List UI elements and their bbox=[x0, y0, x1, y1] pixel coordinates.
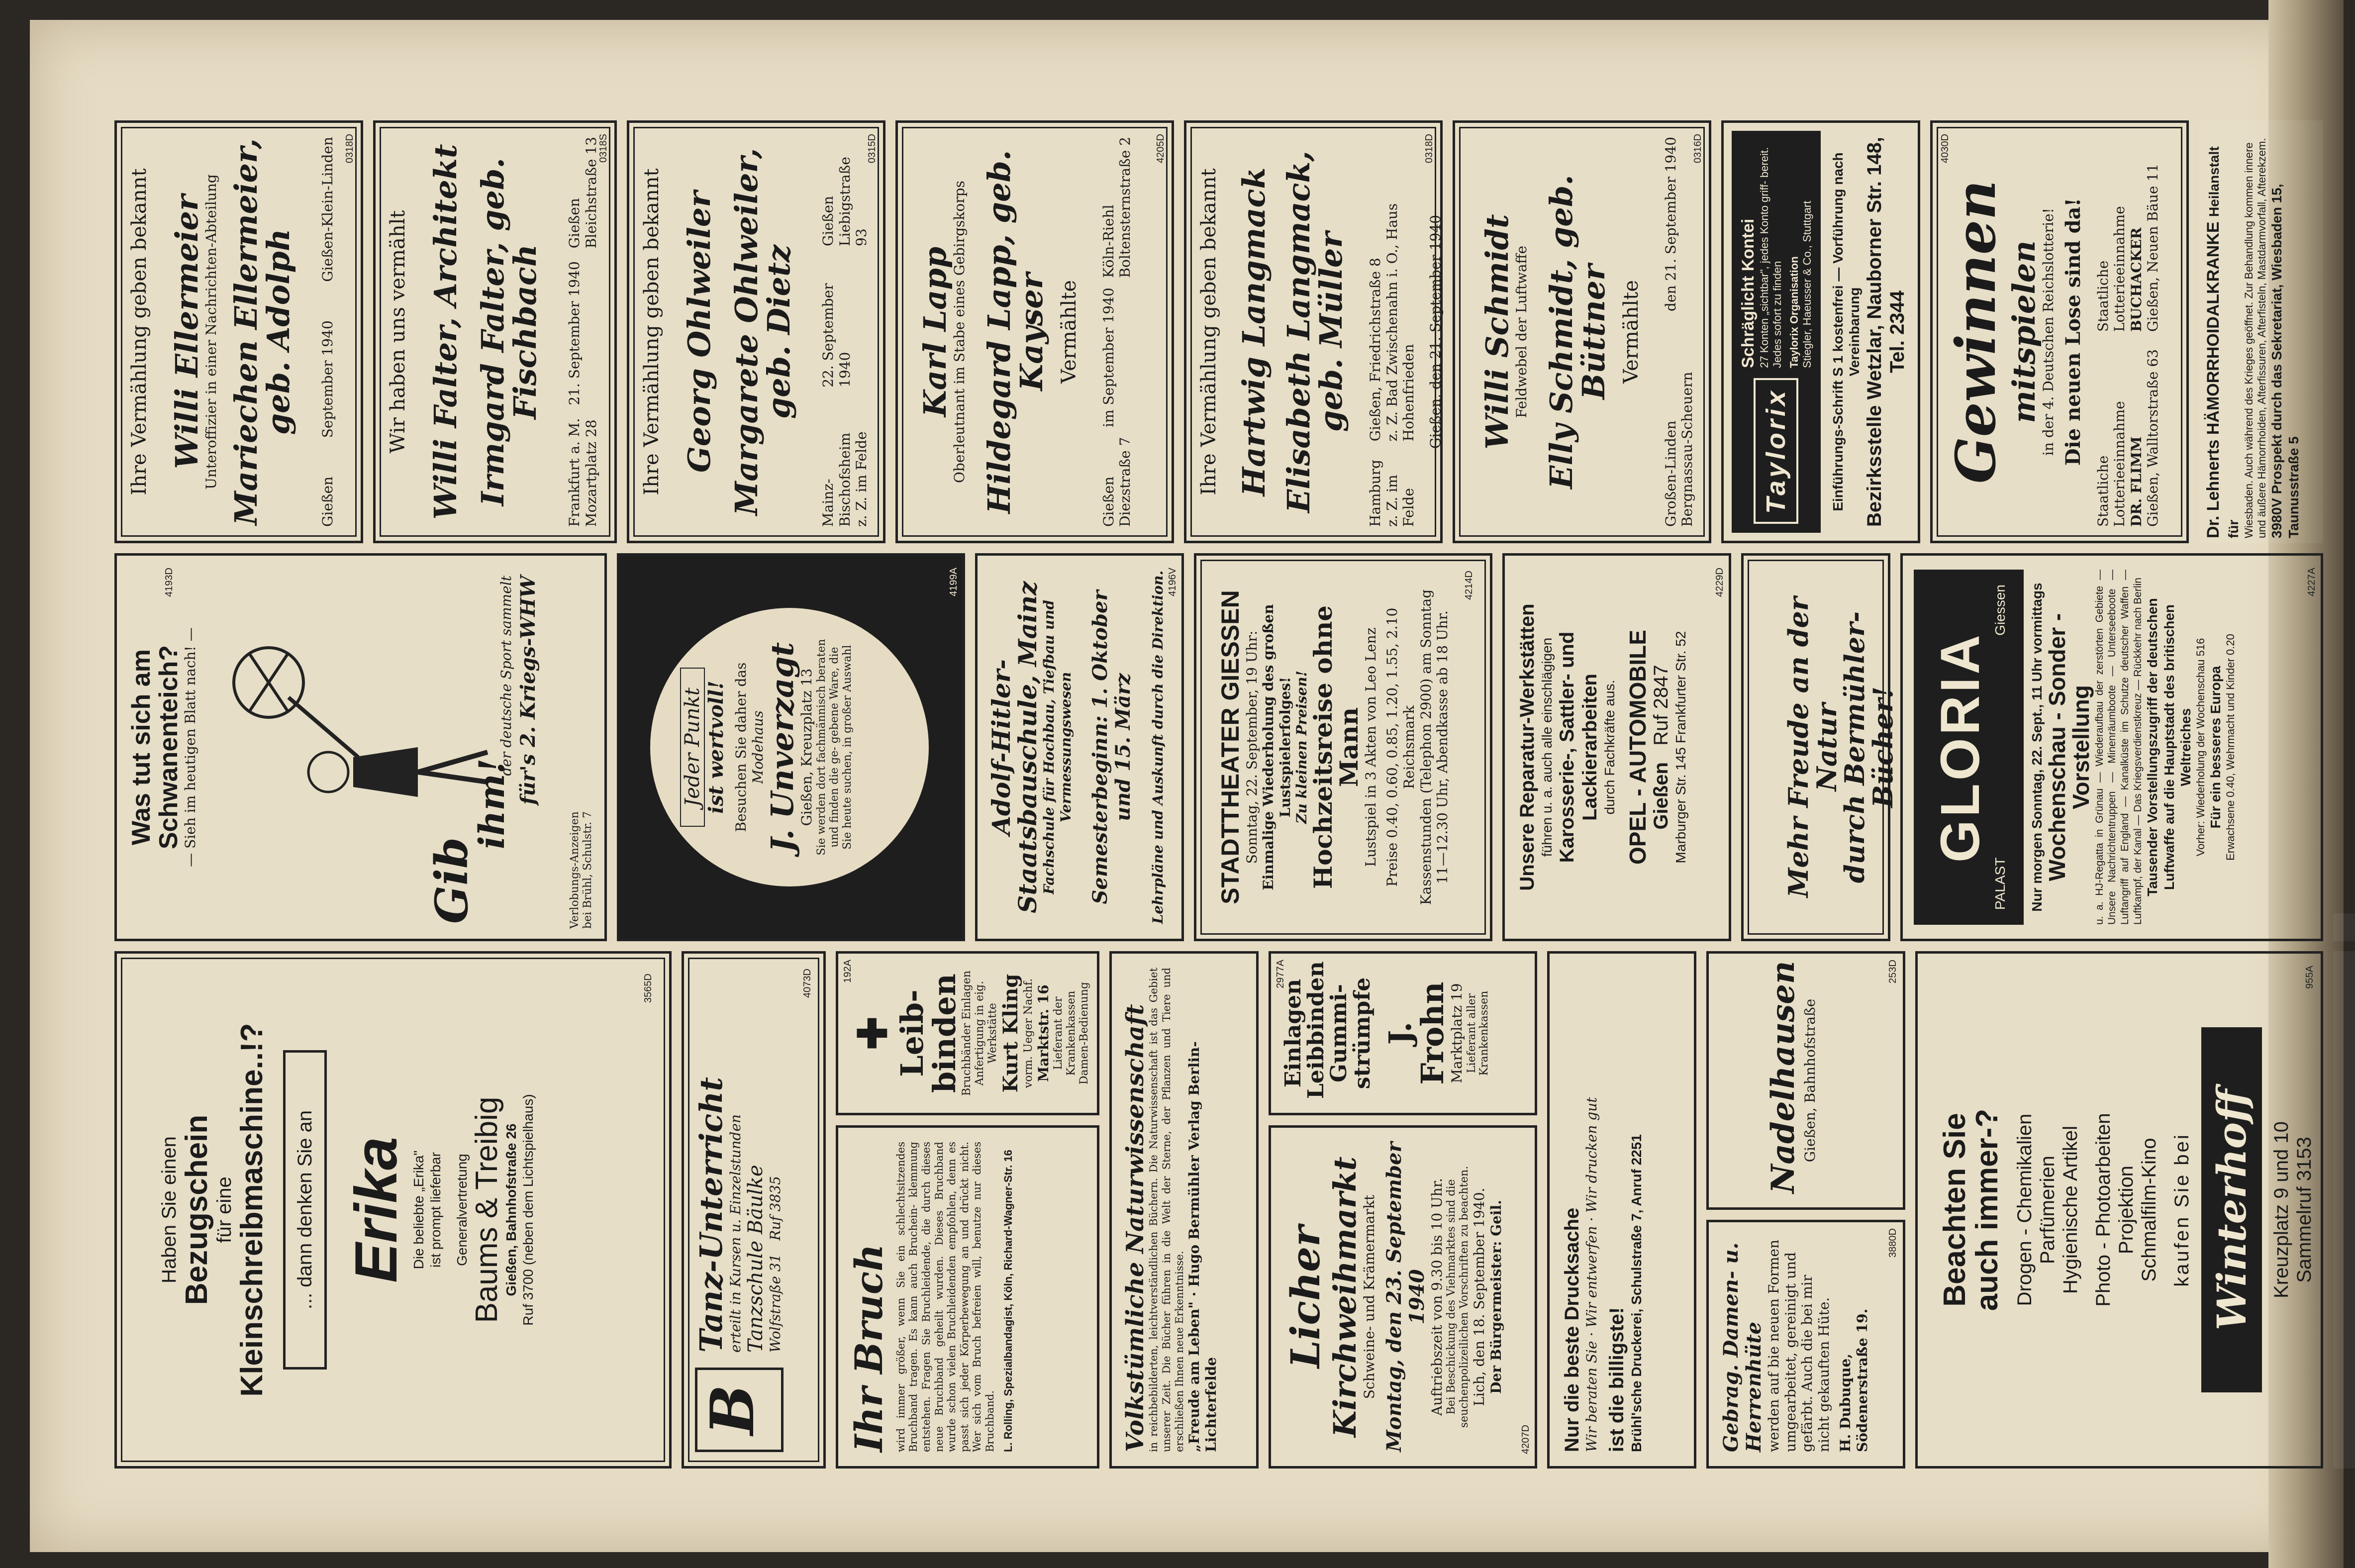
staatsbauschule-sub: Fachschule für Hochbau, Tiefbau und Vermessungswesen bbox=[1041, 599, 1074, 895]
leibbinden-desc: Bruchbänder Einlagen Anfertigung in eig. Werkstätte bbox=[961, 971, 999, 1096]
wedding-date: Gießen, den 21. September 1940 bbox=[1427, 215, 1444, 449]
druck-billig: ist die billigste! bbox=[1605, 1307, 1628, 1452]
huete-firm: H. Dubuque, Södenerstraße 19. bbox=[1837, 1308, 1870, 1452]
unverzagt-addr: Gießen, Kreuzplatz 13 bbox=[798, 668, 815, 826]
natur-body: in reichbebilderten, leichtverständlichen Büchern. Die Naturwissenschaft ist das Gebiet unserer Zeit. Die Bücher führen in die Welt der Sterne, der Pflanzen und Tiere und erschließen Ihnen neue Erkenntnisse. bbox=[1148, 968, 1185, 1452]
theater-prices: Preise 0.40, 0.60, 0.85, 1.20, 1.55, 2.10 Reichsmark bbox=[1384, 607, 1418, 887]
theater-repeat: Einmalige Wiederholung des großen Lustspielerfolges! bbox=[1260, 604, 1293, 890]
wochenschau-before: Vorher: Wiederholung der Wochenschau 516 bbox=[2194, 638, 2207, 857]
taylorix-desc: 27 Konten „sichtbar", jedes Konto griff- bereit. Jedes sofort zu finden bbox=[1758, 147, 1783, 368]
wochenschau-europa: Für ein besseres Europa bbox=[2207, 666, 2223, 829]
wedding-status: Vermählte bbox=[1619, 280, 1643, 384]
whw-strip-verlobung: Verlobungs-Anzeigen bbox=[569, 811, 582, 929]
whw-slogan-whw: für's 2. Kriegs-WHW bbox=[516, 576, 540, 805]
beachten-drogen: Drogen - Chemikalien bbox=[2014, 1113, 2036, 1306]
wedding-intro: Ihre Vermählung geben bekannt bbox=[128, 168, 151, 495]
haemorrhoid-body: Wiesbaden. Auch während des Krieges geöffnet. Zur Behandlung kommen innere und äußere Hämorrhoiden, Afterfissuren, Afterfisteln, Mastdarmvorfall, Afterekzem. bbox=[2243, 138, 2268, 538]
druck-firm: Brühl'sche Druckerei, Schulstraße 7, Anruf 2251 bbox=[1628, 1134, 1644, 1452]
frohn-leibbinden: Leibbinden bbox=[1303, 961, 1329, 1099]
ad-volkstuemlich: Volkstümliche Naturwissenschaft in reichbebilderten, leichtverständlichen Büchern. Die Naturwissenschaft ist das Gebiet unserer Zeit. Die Bücher führen in die Welt der Sterne, der Pflanzen und Tiere und erschließen Ihnen neue Erkenntnisse. „Freude am Leben" · Hugo Bermühler Verlag Berlin-Lichterfelde bbox=[1109, 951, 1259, 1469]
lottery-addr-buchacker: Gießen, Neuen Bäue 11 bbox=[2145, 163, 2161, 332]
wedding-status: Vermählte bbox=[1057, 280, 1080, 384]
beachten-kino: Schmalfilm-Kino bbox=[2138, 1138, 2160, 1282]
schwanenteich-sub: — Sieh im heutigen Blatt nach! — bbox=[182, 627, 199, 867]
wedding-place-right: Köln-Riehl bbox=[1100, 204, 1117, 278]
opel-work: Karosserie-, Sattler- und bbox=[1556, 631, 1578, 863]
gloria-palast: PALAST bbox=[1992, 857, 2008, 910]
tanz-addr: Wolfstraße 31 bbox=[767, 1254, 784, 1353]
ad-code: 0318D bbox=[1424, 134, 1435, 163]
whw-slogan-gib: Gib bbox=[425, 837, 478, 924]
wedding-place-left: Frankfurt a. M. bbox=[566, 418, 583, 527]
kirchweih-title: Kirchweihmarkt bbox=[1327, 1156, 1363, 1438]
ad-code: 0315D bbox=[867, 134, 878, 163]
tanz-single: u. Einzelstunden bbox=[727, 1114, 744, 1233]
theater-author: Lustspiel in 3 Akten von Leo Lenz bbox=[1362, 627, 1379, 867]
leibbinden-prev: vorm. Ueger Nachf. bbox=[1022, 978, 1035, 1088]
wedding-addr-left: Diezstraße 7 bbox=[1117, 437, 1134, 527]
tanzschule-monogram: B bbox=[695, 1368, 784, 1452]
gloria-pandur-box bbox=[2333, 913, 2355, 941]
wedding-groom: Karl Lapp bbox=[917, 246, 953, 417]
wedding-place-left: Großen-Linden bbox=[1662, 420, 1679, 527]
lottery-new: Die neuen Lose sind da! bbox=[2061, 197, 2085, 466]
theater-hours: Kassenstunden (Telephon 2900) am Sonntag bbox=[1417, 589, 1434, 905]
kirchweih-markets: Schweine- und Krämermarkt bbox=[1361, 1194, 1378, 1399]
opel-brand: OPEL - AUTOMOBILE bbox=[1625, 630, 1651, 865]
leibbinden-service: Damen-Bedienung bbox=[1078, 981, 1090, 1085]
frohn-firm: J. Frohn bbox=[1381, 981, 1451, 1085]
theater-box: 11—12.30 Uhr, Abendkasse ab 18 Uhr. bbox=[1434, 610, 1451, 884]
ad-code: 4199A bbox=[948, 568, 959, 596]
ad-code: 4229D bbox=[1714, 568, 1725, 597]
haemorrhoid-prospekt: Prospekt durch das Sekretariat, Wiesbaden 15, Taunusstraße 5 bbox=[2268, 184, 2301, 538]
natur-city: Berlin-Lichterfelde bbox=[1186, 1041, 1219, 1452]
opel-lack: Lackierarbeiten bbox=[1578, 674, 1601, 821]
erika-deliverable: ist prompt lieferbar bbox=[427, 1152, 443, 1268]
wedding-groom: Willi Schmidt bbox=[1479, 214, 1515, 450]
beachten-title2: auch immer-? bbox=[1970, 1108, 2005, 1311]
staatsbauschule-semester: Semesterbeginn: 1. Oktober und 15. März bbox=[1088, 590, 1135, 904]
taylorix-org: Taylorix Organisation bbox=[1787, 256, 1800, 368]
wedding-groom: Willi Falter, Architekt bbox=[427, 144, 464, 520]
frohn-einlagen: Einlagen bbox=[1280, 979, 1306, 1088]
erika-line3: für eine bbox=[213, 1176, 236, 1243]
lottery-office-flimm: DR. FLIMM bbox=[2128, 436, 2145, 527]
schwanenteich-headline: Was tut sich am Schwanenteich? bbox=[127, 645, 183, 850]
kirchweih-note: Bei Beschickung des Viehmarktes sind die seuchenpolizeilichen Vorschriften zu beachten. bbox=[1445, 1166, 1471, 1428]
ad-code: 0318S bbox=[598, 134, 609, 163]
wedding-place-left: Mainz-Bischofsheim bbox=[820, 432, 853, 527]
winterhoff-logo: Winterhoff bbox=[2201, 1027, 2262, 1392]
leibbinden-kassen: Lieferant der Krankenkassen bbox=[1052, 990, 1078, 1076]
bermuehler-line1: Mehr Freude an der Natur bbox=[1782, 596, 1843, 898]
gloria-logo: GLORIA bbox=[1930, 632, 1991, 863]
wedding-groom-title: Oberleutnant im Stabe eines Gebirgskorps bbox=[951, 181, 968, 483]
lottery-addr-flimm: Gießen, Walltorstraße 63 bbox=[2145, 349, 2161, 527]
beachten-kaufen: kaufen Sie bei bbox=[2171, 1133, 2193, 1287]
lottery-desc: in der 4. Deutschen Reichslotterie! bbox=[2040, 208, 2057, 456]
wochenschau-feature: Tausender Vorstellungszugriff der deutschen Luftwaffe auf die Hauptstadt des britischen Weltreiches bbox=[2145, 598, 2194, 896]
wedding-addr-right: Bleichstraße 13 bbox=[583, 137, 599, 249]
kirchweih-town: Licher bbox=[1282, 1225, 1329, 1369]
wedding-place-right: Gießen, Friedrichstraße 8 bbox=[1367, 258, 1384, 442]
wedding-date: September 1940 bbox=[319, 320, 336, 438]
wedding-date: 21. September 1940 bbox=[566, 261, 583, 405]
druck-beraten: Wir beraten Sie bbox=[1583, 1341, 1600, 1452]
kirchweih-date: Montag, den 23. September 1940 bbox=[1382, 1142, 1429, 1452]
ad-code: 0316D bbox=[1692, 134, 1703, 163]
wedding-bride: Irmgard Falter, geb. Fischbach bbox=[475, 158, 544, 506]
wochenschau-contents: u. a. HJ-Regatta in Grünau — Wiederaufbau der zerstörten Gebiete — Unsere Nachrichtentruppen — Minenräumboote — Unterseeboote — Luftangriff auf England — Kanalküste im Schutze deutscher Waffen — Luftkampf, der Kanal — Das Kriegsverdienstkreuz — Rückkehr nach Berlin bbox=[2093, 570, 2144, 925]
wochenschau-date: Nur morgen Sonntag, 22. Sept., 11 Uhr vormittags bbox=[2029, 583, 2045, 912]
erika-addr: Gießen, Bahnhofstraße 26 bbox=[503, 1123, 519, 1296]
kirchweih-mayor: Der Bürgermeister: Geil. bbox=[1487, 1200, 1504, 1394]
taylorix-maker: Stiegler, Haeusser & Co., Stuttgart bbox=[1800, 200, 1813, 368]
ad-code: 3880D bbox=[1887, 1228, 1898, 1258]
taylorix-offer: Einführungs-Schrift S 1 kostenfrei — Vorführung nach Vereinbarung bbox=[1830, 152, 1863, 511]
erika-question: Kleinschreibmaschine..!? bbox=[235, 1023, 270, 1397]
ad-code: 4073D bbox=[802, 969, 813, 998]
lottery-office-label: Staatliche Lotterieeinnahme bbox=[2094, 401, 2128, 527]
natur-series: „Freude am Leben" bbox=[1186, 1301, 1203, 1452]
natur-title1: Volkstümliche bbox=[1121, 1262, 1149, 1452]
ad-code: 4193D bbox=[164, 568, 175, 597]
ad-code: 4205D bbox=[1155, 134, 1166, 163]
staatsbauschule-info: Lehrpläne und Auskunft durch die Direktion. bbox=[1150, 570, 1167, 924]
winterhoff-tel: Sammelruf 3153 bbox=[2293, 1137, 2316, 1283]
erika-tel: Ruf 3700 (neben dem Lichtspielhaus) bbox=[520, 1094, 536, 1326]
ad-code: 2977A bbox=[1275, 960, 1286, 988]
wedding-place-right: Gießen-Klein-Linden bbox=[319, 137, 336, 282]
ad-drucksache: Nur die beste Drucksache Wir beraten Sie · Wir entwerfen · Wir drucken gut ist die billigste! Brühl'sche Druckerei, Schulstraße 7, Anruf 2251 bbox=[1547, 951, 1696, 1469]
unverzagt-visit: Besuchen Sie daher das bbox=[733, 662, 749, 832]
theater-play: Hochzeitsreise ohne Mann bbox=[1308, 605, 1364, 889]
frohn-struempfe: strümpfe bbox=[1349, 977, 1375, 1089]
druck-drucken: Wir drucken gut bbox=[1583, 1097, 1600, 1213]
unverzagt-punkt: Jeder Punkt bbox=[680, 668, 705, 827]
wedding-addr-right: Liebigstraße 93 bbox=[836, 157, 870, 246]
taylorix-product: Schräglicht Kontei bbox=[1739, 218, 1758, 368]
nadelhausen-addr: Gießen, Bahnhofstraße bbox=[1802, 998, 1818, 1163]
opel-city: Gießen bbox=[1650, 762, 1672, 830]
whw-slogan-ihm: ihm! bbox=[471, 758, 512, 849]
wochenschau-prices: Erwachsene 0.40, Wehrmacht und Kinder 0.20 bbox=[2224, 634, 2237, 861]
leibbinden-title2: binden bbox=[926, 974, 963, 1093]
erika-popular: Die beliebte „Erika" bbox=[411, 1150, 427, 1270]
haemorrhoid-title: Dr. Lehnerts HÄMORRHOIDALKRANKE bbox=[2204, 221, 2223, 538]
ad-code: 0318D bbox=[344, 134, 355, 163]
ad-code: 192A bbox=[842, 960, 853, 983]
frohn-addr: Marktplatz 19 bbox=[1448, 983, 1465, 1083]
ad-code: 4207D bbox=[1520, 1425, 1531, 1454]
theater-prices-tag: Zu kleinen Preisen! bbox=[1293, 671, 1310, 824]
wedding-bride: Margarete Ohlweiler, geb. Dietz bbox=[728, 148, 797, 516]
opel-workshops: Unsere Reparatur-Werkstätten bbox=[1516, 603, 1538, 891]
ad-code: 4227A bbox=[2306, 568, 2317, 596]
bruch-firm: L. Rolling, Spezialbandagist, Köln, Richard-Wagner-Str. 16 bbox=[1001, 1150, 1014, 1452]
bruch-title: Ihr Bruch bbox=[847, 1244, 891, 1452]
theater-title: STADTTHEATER GIESSEN bbox=[1216, 590, 1244, 904]
wedding-intro: Wir haben uns vermählt bbox=[387, 210, 409, 454]
beachten-photo: Photo - Photoarbeiten bbox=[2092, 1113, 2115, 1307]
taylorix-office: Bezirksstelle Wetzlar, Nauborner Str. 148, Tel. 2344 bbox=[1864, 136, 1908, 527]
lottery-sub: mitspielen bbox=[2006, 240, 2042, 423]
wedding-place-left: Gießen bbox=[1100, 476, 1117, 527]
opel-experts: durch Fachkräfte aus. bbox=[1601, 680, 1617, 815]
wedding-addr-left: Mozartplatz 28 bbox=[583, 419, 599, 527]
wedding-bride: Hildegard Lapp, geb. Kayser bbox=[981, 150, 1050, 514]
opel-tel: Ruf 2847 bbox=[1650, 665, 1672, 746]
leibbinden-addr: Marktstr. 16 bbox=[1035, 984, 1052, 1082]
wedding-groom-title: Unteroffizier in einer Nachrichten-Abteilung bbox=[203, 174, 220, 490]
bermuehler-line2: durch Bermühler-Bücher! bbox=[1839, 611, 1899, 883]
ad-code: 253D bbox=[1887, 960, 1898, 983]
erika-logo: Erika bbox=[343, 1137, 410, 1283]
haemorrhoid-sub: Heilanstalt für bbox=[2206, 146, 2241, 538]
beachten-hygiene: Hygienische Artikel bbox=[2060, 1126, 2082, 1294]
natur-title2: Naturwissenschaft bbox=[1121, 1004, 1149, 1254]
ad-code: 4214D bbox=[1464, 571, 1474, 600]
frohn-kassen: Lieferant aller Krankenkassen bbox=[1465, 990, 1491, 1076]
beachten-title1: Beachten Sie bbox=[1938, 1113, 1972, 1307]
lottery-headline: Gewinnen bbox=[1944, 180, 2008, 484]
wedding-groom: Willi Ellermeier bbox=[169, 195, 205, 469]
taylorix-logo: Taylorix bbox=[1754, 378, 1798, 524]
wedding-addr-right: Boltensternstraße 2 bbox=[1117, 137, 1134, 278]
wedding-bride: Elly Schmidt, geb. Büttner bbox=[1543, 175, 1612, 489]
erika-bezugschein: Bezugschein bbox=[180, 1114, 214, 1305]
wedding-addr-left: z. Z. im Felde bbox=[1383, 475, 1417, 527]
wedding-groom: Hartwig Langmack bbox=[1236, 167, 1272, 496]
tanz-title: Tanz-Unterricht bbox=[693, 1077, 729, 1353]
wedding-addr-left: z. Z. im Felde bbox=[853, 431, 870, 527]
ad-code: 3565D bbox=[643, 974, 654, 1003]
wedding-addr-right: z. Z. Bad Zwischenahn i. O., Haus Hohenfrieden bbox=[1383, 203, 1417, 442]
cross-icon: ✚ bbox=[849, 1016, 896, 1050]
natur-publisher: Hugo Bermühler Verlag bbox=[1186, 1100, 1203, 1287]
wedding-place-right: Gießen bbox=[820, 196, 837, 246]
wedding-place-right: Gießen bbox=[566, 198, 583, 249]
wedding-place-left: Hamburg bbox=[1367, 460, 1384, 527]
wedding-bride: Elisabeth Langmack, geb. Müller bbox=[1280, 151, 1350, 513]
leibbinden-title1: Leib- bbox=[894, 989, 930, 1077]
tanz-school: Tanzschule Bäulke bbox=[744, 1165, 767, 1353]
wedding-intro: Ihre Vermählung geben bekannt bbox=[640, 168, 663, 495]
wedding-date: den 21. September 1940 bbox=[1662, 137, 1679, 311]
erika-arrow-label: ... dann denken Sie an bbox=[283, 1050, 327, 1370]
ad-code: 4030D bbox=[1940, 134, 1951, 163]
wedding-addr-left: Bergnassau-Scheuern bbox=[1679, 372, 1696, 527]
whw-strip-bruehl: bei Brühl, Schulstr. 7 bbox=[582, 811, 594, 929]
nadelhausen-logo: Nadelhausen bbox=[1765, 961, 1802, 1193]
wedding-groom: Georg Ohlweiler bbox=[681, 191, 717, 473]
druck-entwerfen: Wir entwerfen bbox=[1583, 1226, 1600, 1328]
unverzagt-wertvoll: ist wertvoll! bbox=[704, 681, 728, 814]
wedding-bride: Mariechen Ellermeier, geb. Adolph bbox=[227, 138, 296, 525]
beachten-projektion: Projektion bbox=[2115, 1166, 2138, 1254]
ad-code: 955A bbox=[2304, 966, 2315, 989]
erika-firm: Baums & Treibig bbox=[469, 1096, 504, 1323]
winterhoff-addr: Kreuzplatz 9 und 10 bbox=[2270, 1121, 2293, 1298]
opel-intro: führen u. a. auch alle einschlägigen bbox=[1539, 637, 1555, 857]
erika-generalvertretung: Generalvertretung bbox=[454, 1154, 470, 1266]
huete-body: werden auf bie neuen Formen umgearbeitet, gereinigt und gefärbt. Auch die bei mir nicht gekauften Hüte. bbox=[1766, 1239, 1832, 1452]
wedding-date: 22. September 1940 bbox=[820, 283, 853, 388]
ad-code: 3980V bbox=[2268, 498, 2284, 538]
wedding-date: im September 1940 bbox=[1100, 288, 1117, 427]
unverzagt-name: J. Unverzagt bbox=[764, 642, 801, 853]
leibbinden-firm: Kurt Kling bbox=[999, 974, 1023, 1093]
wedding-place-left: Gießen bbox=[319, 476, 336, 527]
tanz-courses: erteilt in Kursen bbox=[727, 1237, 744, 1353]
druck-headline: Nur die beste Drucksache bbox=[1561, 1207, 1583, 1452]
unverzagt-desc: Sie werden dort fachmännisch beraten und finden die ge- gebene Ware, die Sie heute suchen, in großer Auswahl bbox=[815, 639, 854, 856]
wedding-intro: Ihre Vermählung geben bekannt bbox=[1197, 168, 1220, 495]
tanz-tel: Ruf 3835 bbox=[767, 1176, 784, 1241]
theater-date: Sonntag, 22. September, 19 Uhr: bbox=[1243, 630, 1260, 864]
gloria-city: Giessen bbox=[1992, 585, 2008, 636]
huete-title: Gebrag. Damen- u. Herrenhüte bbox=[1719, 1242, 1766, 1452]
lottery-office-label: Staatliche Lotterieeinnahme bbox=[2094, 206, 2128, 332]
staatsbauschule-title: Adolf-Hitler-Staatsbauschule, Mainz bbox=[986, 581, 1042, 913]
kirchweih-place-date: Lich, den 18. September 1940. bbox=[1471, 1187, 1488, 1406]
wedding-groom-title: Feldwebel der Luftwaffe bbox=[1513, 245, 1530, 418]
erika-line1: Haben Sie einen bbox=[158, 1136, 180, 1283]
whw-slogan-sport: der deutsche Sport sammelt bbox=[498, 576, 515, 776]
wochenschau-title: Wochenschau - Sonder - Vorstellung bbox=[2044, 613, 2094, 882]
lottery-office-buchacker: BUCHACKER bbox=[2128, 227, 2145, 332]
bruch-body: wird immer größer, wenn Sie ein schlechtsitzendes Bruchband tragen. Es kann auch Bruchein- klemmung entstehen. Fragen Sie Bruchleidende, die durch dieses neue Bruchband geheilt wurden. Dieses Bruchband wurde schon vielen Bruchleidenden empfohlen, denn es passt sich jeder Körperbewegung an und drückt nicht. Wer sich vom Bruch befreien will, benutze nur dieses Bruchband. bbox=[894, 1142, 996, 1452]
frohn-gummi: Gummi- bbox=[1326, 984, 1352, 1082]
unverzagt-modehaus: Modehaus bbox=[749, 710, 766, 784]
beachten-parfuem: Parfümerien bbox=[2037, 1156, 2059, 1264]
ad-code: 4196V bbox=[1167, 568, 1178, 596]
kirchweih-time: Auftriebszeit von 9.30 bis 10 Uhr. bbox=[1428, 1178, 1445, 1416]
opel-addr: Marburger Str. 145 Frankfurter Str. 52 bbox=[1673, 631, 1689, 864]
